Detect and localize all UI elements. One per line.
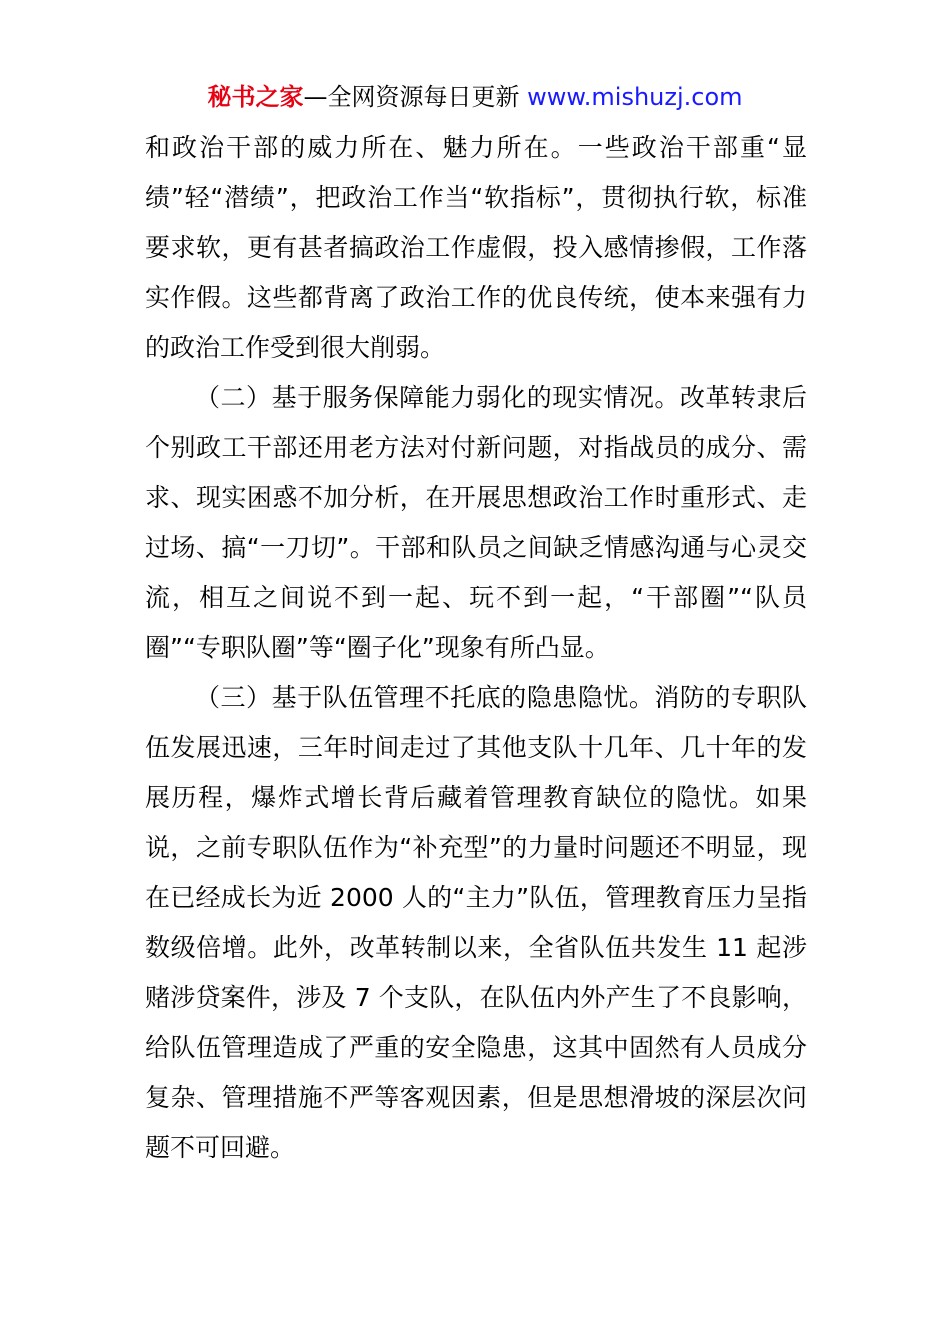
paragraph-section-2: （二）基于服务保障能力弱化的现实情况。改革转隶后个别政工干部还用老方法对付新问题，对指战员的成分、需求、现实困惑不加分析，在开展思想政治工作时重形式、走过场、搞“一刀切”。干部和队员之间缺乏情感沟通与心灵交流，相互之间说不到一起、玩不到一起，“干部圈”“队员圈”“专职队圈”等“圈子化”现象有所凸显。 bbox=[145, 383, 807, 662]
site-tagline: —全网资源每日更新 bbox=[303, 83, 520, 111]
site-url-link[interactable]: www.mishuzj.com bbox=[527, 83, 743, 111]
paragraph-section-3: （三）基于队伍管理不托底的隐患隐忧。消防的专职队伍发展迅速，三年时间走过了其他支队十几年、几十年的发展历程，爆炸式增长背后藏着管理教育缺位的隐忧。如果说，之前专职队伍作为“补充型”的力量时问题还不明显，现在已经成长为近 2000 人的“主力”队伍，管理教育压力呈指数级倍增。此外，改革转制以来，全省队伍共发生 11 起涉赌涉贷案件，涉及 7 个支队，在队伍内外产生了不良影响，给队伍管理造成了严重的安全隐患，这其中固然有人员成分复杂、管理措施不严等客观因素，但是思想滑坡的深层次问题不可回避。 bbox=[145, 683, 807, 1162]
site-header bbox=[0, 80, 950, 114]
site-brand: 秘书之家 bbox=[207, 83, 304, 111]
document-body bbox=[145, 123, 807, 1173]
paragraph-continuation: 和政治干部的威力所在、魅力所在。一些政治干部重“显绩”轻“潜绩”，把政治工作当“软指标”，贯彻执行软，标准要求软，更有甚者搞政治工作虚假，投入感情掺假，工作落实作假。这些都背离了政治工作的优良传统，使本来强有力的政治工作受到很大削弱。 bbox=[145, 133, 807, 362]
